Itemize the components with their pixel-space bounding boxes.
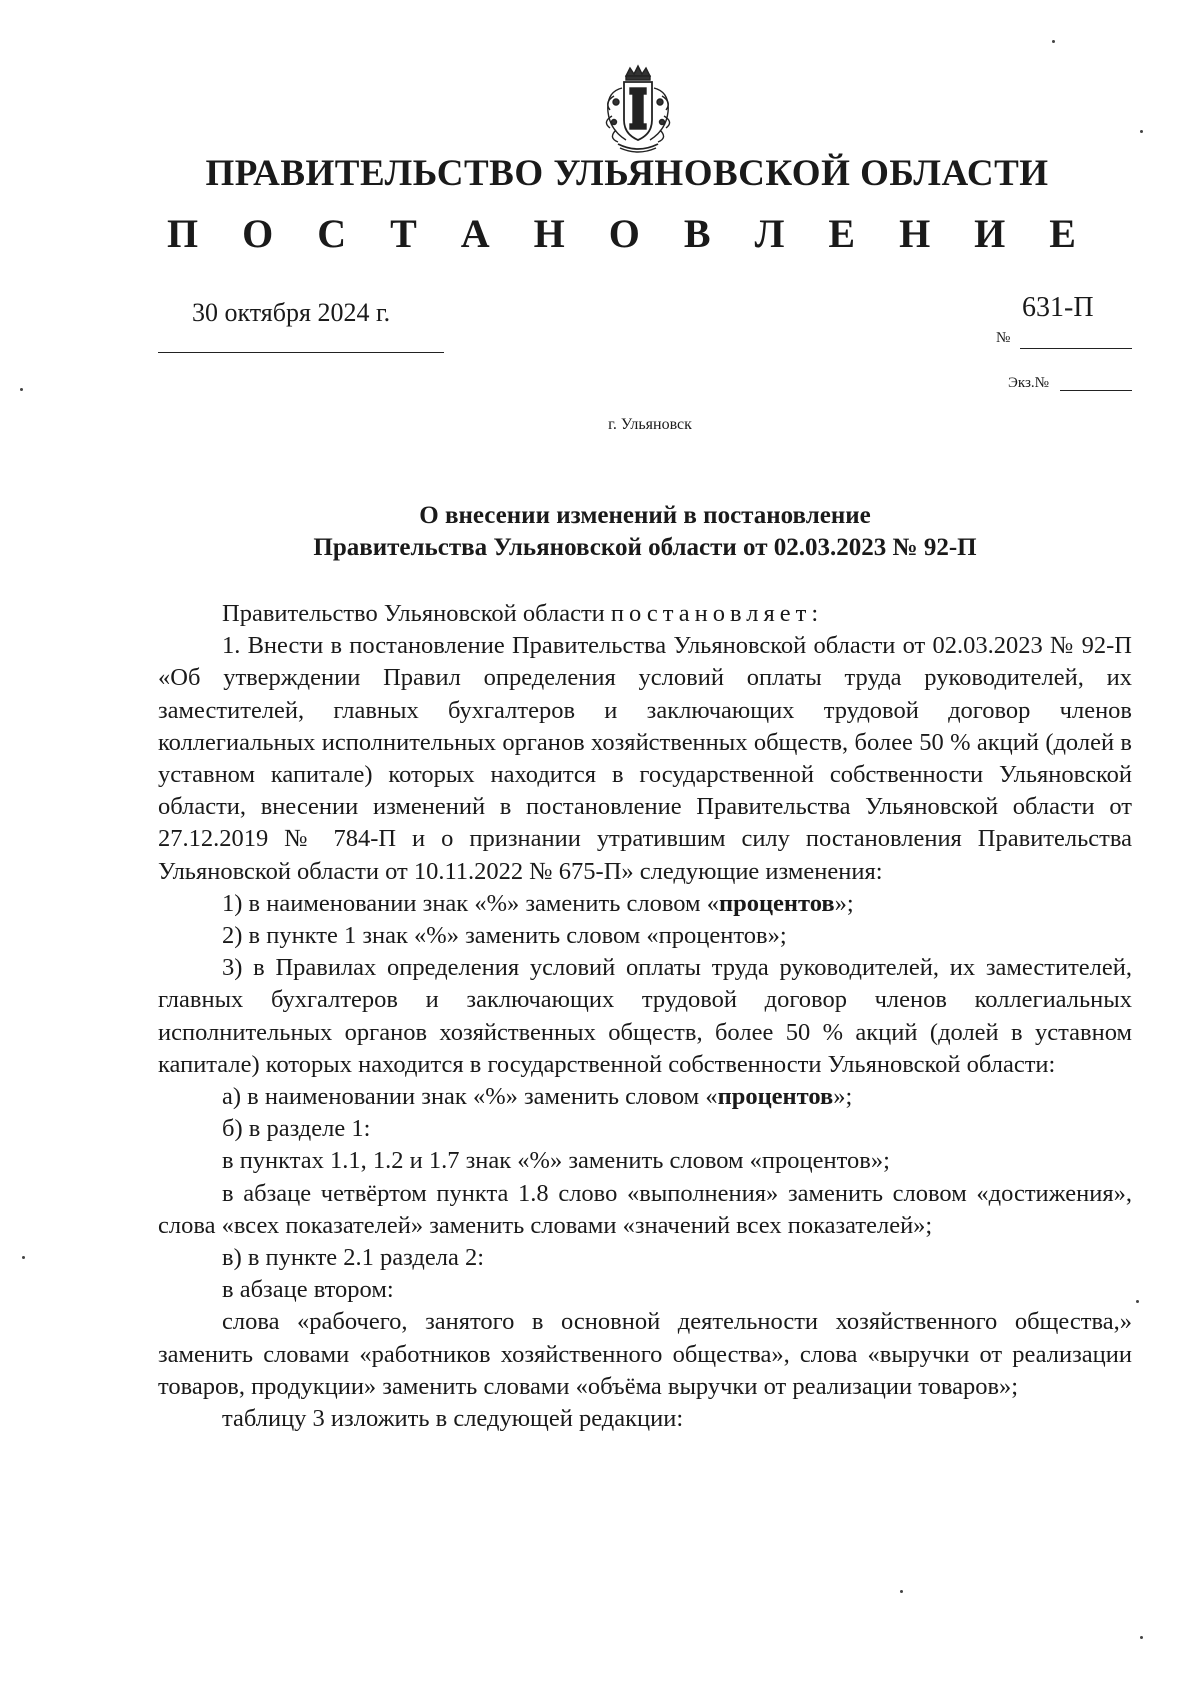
paragraph-1: 1. Внести в постановление Правительства Ульяновской области от 02.03.2023 № 92-П «Об утверждении Правил определения условий оплаты труда руководителей, их заместителей, главных бухгалтеров и заключающих трудовой договор членов коллегиальных исполнительных органов хозяйственных обществ, более 50 % акций (долей в уставном капитале) которых находится в государственной собственности Ульяновской области, внесении изменений в постановление Правительства Ульяновской области от 27.12.2019 № 784-П и о признании утратившим силу постановления Правительства Ульяновской области от 10.11.2022 № 675-П» следующие изменения: <box>158 632 1132 885</box>
intro-paragraph <box>158 598 1132 630</box>
paragraph-5-text: а) в наименовании знак «%» заменить словом « <box>222 1083 718 1111</box>
copy-number-underline <box>1060 390 1132 391</box>
paragraph-2-bold: процентов <box>718 889 835 917</box>
intro-text: Правительство Ульяновской области <box>222 600 611 627</box>
scan-speck <box>1136 1300 1139 1303</box>
paragraph-10: в абзаце втором: <box>222 1276 394 1304</box>
scan-speck <box>1140 130 1143 133</box>
document-subject <box>158 500 1132 564</box>
paragraph-11: слова «рабочего, занятого в основной деятельности хозяйственного общества,» заменить словами «работников хозяйственного общества», слова «выручки от реализации товаров, продукции» заменить словами «объёма выручки от реализации товаров»; <box>158 1308 1132 1400</box>
document-body <box>158 598 1132 1435</box>
scan-speck <box>1052 40 1055 43</box>
paragraph-5-end: »; <box>833 1083 853 1111</box>
paragraph-2-text: 1) в наименовании знак «%» заменить словом « <box>222 889 719 917</box>
government-name: ПРАВИТЕЛЬСТВО УЛЬЯНОВСКОЙ ОБЛАСТИ <box>205 153 1049 194</box>
intro-verb: постановляет <box>610 600 812 627</box>
scan-speck <box>22 1256 25 1259</box>
copy-number-label: Экз.№ <box>1008 375 1049 391</box>
paragraph-3: 2) в пункте 1 знак «%» заменить словом «процентов»; <box>222 922 787 950</box>
date-underline <box>158 352 444 353</box>
coat-of-arms-icon <box>596 62 680 156</box>
subject-line-1: О внесении изменений в постановление <box>419 502 871 529</box>
paragraph-4: 3) в Правилах определения условий оплаты труда руководителей, их заместителей, главных бухгалтеров и заключающих трудовой договор членов коллегиальных исполнительных органов хозяйственных обществ, более 50 % акций (долей в уставном капитале) которых находится в государственной собственности Ульяновской области: <box>158 954 1132 1078</box>
scan-speck <box>1140 1636 1143 1639</box>
paragraph-12: таблицу 3 изложить в следующей редакции: <box>222 1405 684 1433</box>
paragraph-2 <box>158 888 1132 920</box>
paragraph-2-end: »; <box>834 889 854 917</box>
paragraph-5-bold: процентов <box>717 1083 834 1111</box>
number-underline <box>1020 348 1132 349</box>
scan-speck <box>900 1590 903 1593</box>
paragraph-8: в абзаце четвёртом пункта 1.8 слово «выполнения» заменить словом «достижения», слова «всех показателей» заменить словами «значений всех показателей»; <box>158 1179 1132 1239</box>
document-type: П О С Т А Н О В Л Е Н И Е <box>167 211 1093 256</box>
city: г. Ульяновск <box>608 416 692 433</box>
intro-colon: : <box>811 600 819 627</box>
subject-line-2: Правительства Ульяновской области от 02.03.2023 № 92-П <box>313 534 977 561</box>
document-date: 30 октября 2024 г. <box>192 298 391 327</box>
number-label: № <box>996 330 1011 346</box>
paragraph-9: в) в пункте 2.1 раздела 2: <box>222 1244 485 1272</box>
scan-speck <box>20 388 23 391</box>
paragraph-6: б) в разделе 1: <box>222 1115 371 1143</box>
document-number: 631-П <box>1022 292 1094 323</box>
paragraph-7: в пунктах 1.1, 1.2 и 1.7 знак «%» заменить словом «процентов»; <box>222 1147 890 1175</box>
paragraph-5 <box>158 1081 1132 1113</box>
